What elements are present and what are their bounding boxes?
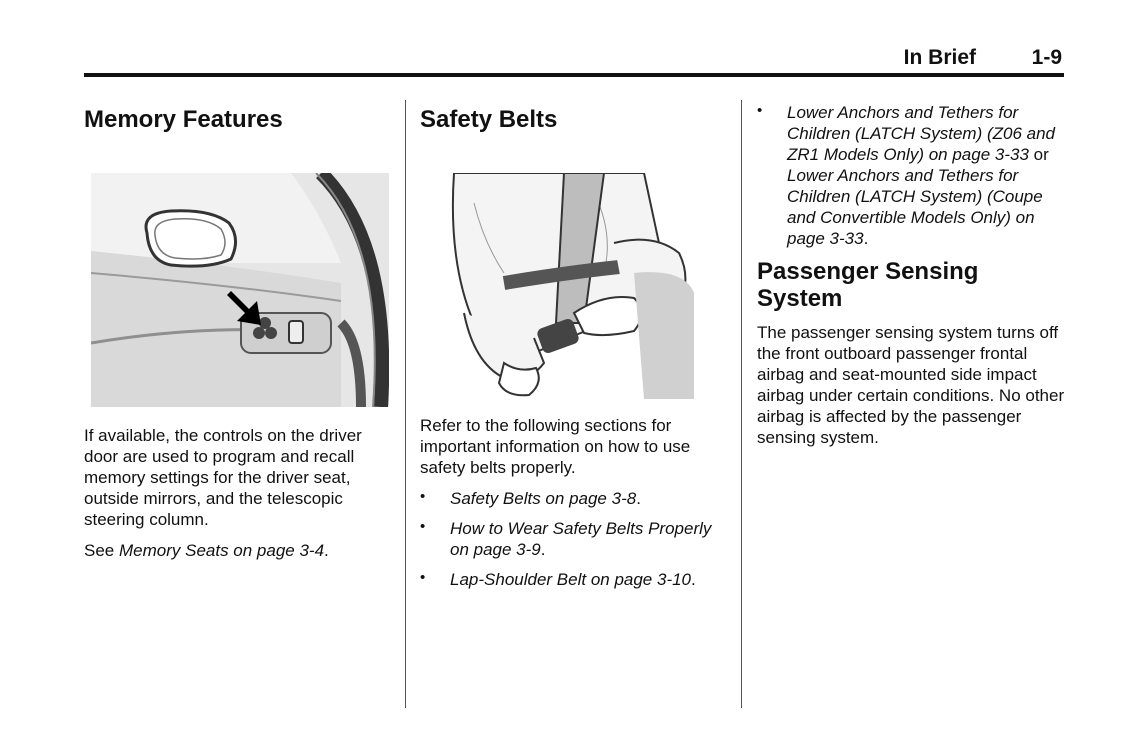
memory-features-heading: Memory Features: [84, 106, 283, 133]
memory-features-section: [84, 100, 390, 561]
right-column: [757, 100, 1067, 448]
section-title: In Brief: [903, 46, 976, 69]
column-divider: [405, 100, 406, 708]
reference-link[interactable]: Lap-Shoulder Belt on page 3-10: [450, 570, 692, 589]
column-divider: [741, 100, 742, 708]
header-rule: [84, 73, 1064, 77]
list-item: [420, 569, 726, 590]
bullet-icon: •: [420, 569, 426, 586]
reference-end: .: [691, 570, 696, 589]
reference-link[interactable]: How to Wear Safety Belts Properly on page 3-9: [450, 519, 712, 559]
see-suffix: .: [324, 541, 329, 560]
passenger-sensing-text: The passenger sensing system turns off the front outboard passenger frontal airbag and seat-mounted side impact airbag under certain conditions. No other airbag is affected by the passenger sensing system.: [757, 323, 1065, 447]
latch-references: [757, 102, 1067, 249]
reference-end: .: [540, 540, 546, 559]
safety-belt-buckling-illustration: [444, 173, 694, 399]
bullet-icon: •: [420, 488, 426, 505]
safety-belts-text: Refer to the following sections for important information on how to use safety belts properly.: [420, 416, 691, 477]
latch-or: or: [1028, 145, 1049, 164]
list-item: [757, 102, 1067, 249]
reference-end: .: [636, 489, 641, 508]
latch-end: .: [863, 229, 869, 248]
page-number: 1-9: [1031, 46, 1062, 69]
memory-features-see: [84, 540, 390, 561]
list-item: [420, 518, 726, 560]
safety-belts-section: [420, 100, 726, 599]
safety-belts-references: [420, 488, 726, 590]
memory-seats-link[interactable]: Memory Seats on page 3-4: [118, 541, 325, 560]
see-prefix: See: [84, 541, 119, 560]
list-item: [420, 488, 726, 509]
reference-link[interactable]: Safety Belts on page 3-8: [450, 489, 637, 508]
bullet-icon: •: [757, 102, 763, 119]
passenger-sensing-heading: Passenger Sensing System: [757, 258, 979, 312]
memory-features-text: If available, the controls on the driver door are used to program and recall memory settings for the driver seat, outside mirrors, and the telescopic steering column.: [84, 426, 362, 529]
latch-z06-link[interactable]: Lower Anchors and Tethers for Children (LATCH System) (Z06 and ZR1 Models Only) on page 3-33: [787, 103, 1055, 164]
bullet-icon: •: [420, 518, 426, 535]
latch-coupe-link[interactable]: Lower Anchors and Tethers for Children (LATCH System) (Coupe and Convertible Models Only) on page 3-33: [787, 166, 1043, 248]
door-memory-controls-illustration: [91, 173, 389, 407]
safety-belts-heading: Safety Belts: [420, 106, 558, 133]
